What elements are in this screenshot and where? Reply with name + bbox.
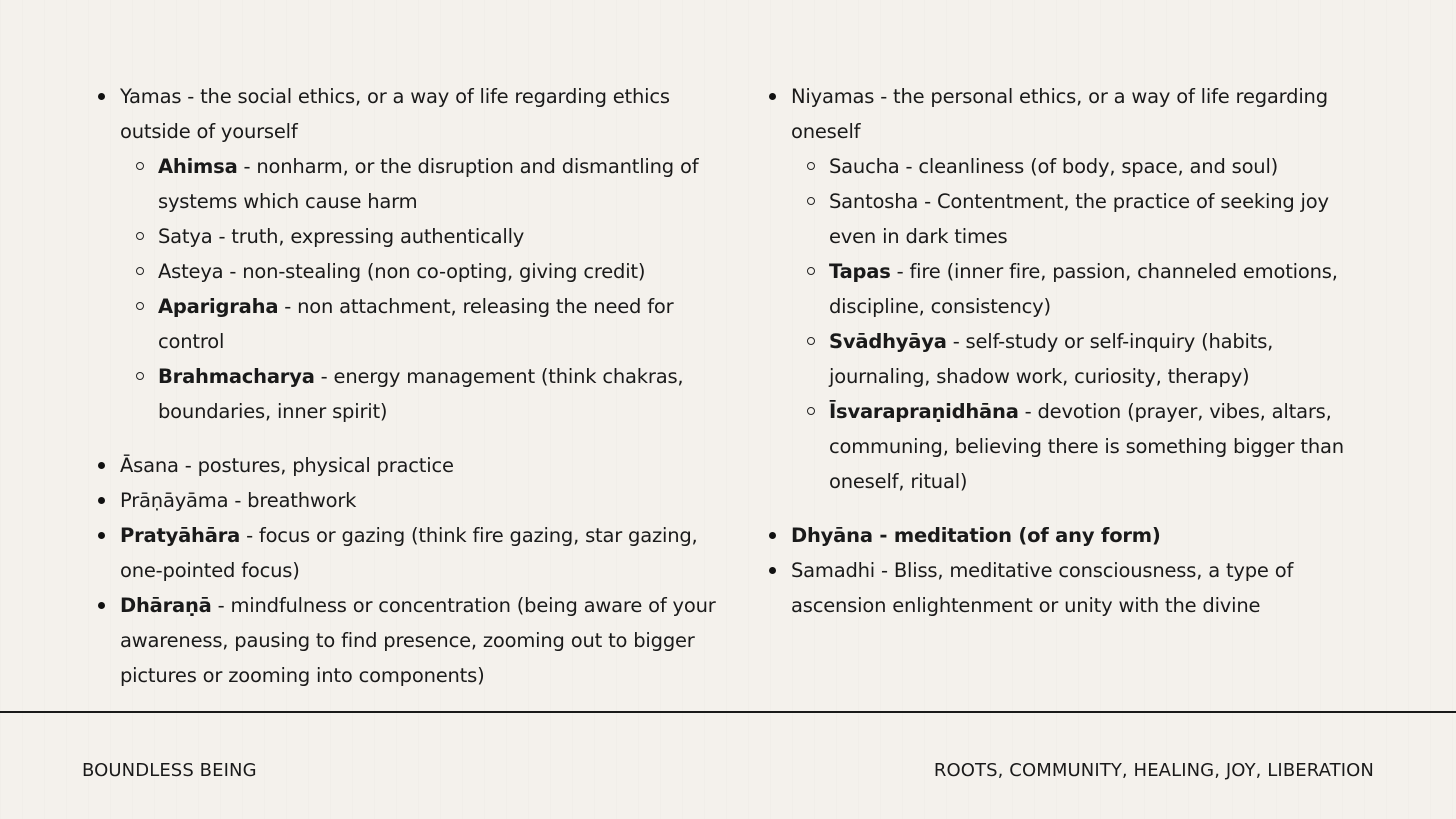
niyama-isvarapranidhana [791,394,1367,499]
niyama-saucha [791,149,1367,184]
niyama-svadhyaya [791,324,1367,394]
limb-pratyahara [96,518,716,588]
niyama-santosha [791,184,1367,254]
niyamas-sublist [791,149,1367,499]
brahmacharya-term: Brahmacharya [158,365,315,388]
yama-satya [120,219,716,254]
ahimsa-desc: - nonharm, or the disruption and dismantling of systems which cause harm [158,155,699,213]
svadhyaya-desc: - self-study or self-inquiry (habits, journaling, shadow work, curiosity, therapy) [829,330,1274,388]
pratyahara-desc: - focus or gazing (think fire gazing, star gazing, one-pointed focus) [120,524,698,582]
tapas-desc: - fire (inner fire, passion, channeled emotions, discipline, consistency) [829,260,1338,318]
yama-ahimsa [120,149,716,219]
limb-niyamas [767,79,1367,499]
left-limbs-list [96,79,716,693]
niyamas-label: Niyamas [791,85,875,108]
right-limbs-list [767,79,1367,623]
footer-tagline: ROOTS, COMMUNITY, HEALING, JOY, LIBERATION [933,760,1374,781]
limb-samadhi [767,553,1367,623]
satya-text: Satya - truth, expressing authentically [158,225,525,248]
right-column [767,79,1367,623]
aparigraha-desc: - non attachment, releasing the need for control [158,295,674,353]
asteya-text: Asteya - non-stealing (non co-opting, giving credit) [158,260,646,283]
pranayama-text: Prāṇāyāma - breathwork [120,489,357,512]
limb-dhyana [767,518,1367,553]
brahmacharya-desc: - energy management (think chakras, boundaries, inner spirit) [158,365,684,423]
tapas-term: Tapas [829,260,891,283]
ahimsa-term: Ahimsa [158,155,238,178]
dharana-desc: - mindfulness or concentration (being aware of your awareness, pausing to find presence, zooming out to bigger pictures or zooming into components) [120,594,716,687]
limb-yamas [96,79,716,429]
niyamas-desc: - the personal ethics, or a way of life regarding oneself [791,85,1328,143]
footer-brand: BOUNDLESS BEING [82,760,257,781]
isvarapranidhana-term: Īsvarapraṇidhāna [829,400,1019,423]
pratyahara-term: Pratyāhāra [120,524,241,547]
left-column [96,79,716,693]
dhyana-text: Dhyāna - meditation (of any form) [791,524,1161,547]
niyama-tapas [791,254,1367,324]
dharana-term: Dhāraṇā [120,594,212,617]
limb-dharana [96,588,716,693]
yama-asteya [120,254,716,289]
asana-text: Āsana - postures, physical practice [120,454,454,477]
svadhyaya-term: Svādhyāya [829,330,947,353]
limb-asana [96,448,716,483]
yama-brahmacharya [120,359,716,429]
yamas-sublist [120,149,716,429]
isvarapranidhana-desc: - devotion (prayer, vibes, altars, communing, believing there is something bigger than oneself, ritual) [829,400,1344,493]
saucha-text: Saucha - cleanliness (of body, space, and soul) [829,155,1279,178]
yama-aparigraha [120,289,716,359]
footer-divider [0,711,1456,713]
yamas-desc: - the social ethics, or a way of life regarding ethics outside of yourself [120,85,670,143]
yamas-label: Yamas [120,85,182,108]
aparigraha-term: Aparigraha [158,295,279,318]
samadhi-text: Samadhi - Bliss, meditative consciousness, a type of ascension enlightenment or unity with the divine [791,559,1294,617]
limb-pranayama [96,483,716,518]
santosha-text: Santosha - Contentment, the practice of seeking joy even in dark times [829,190,1329,248]
